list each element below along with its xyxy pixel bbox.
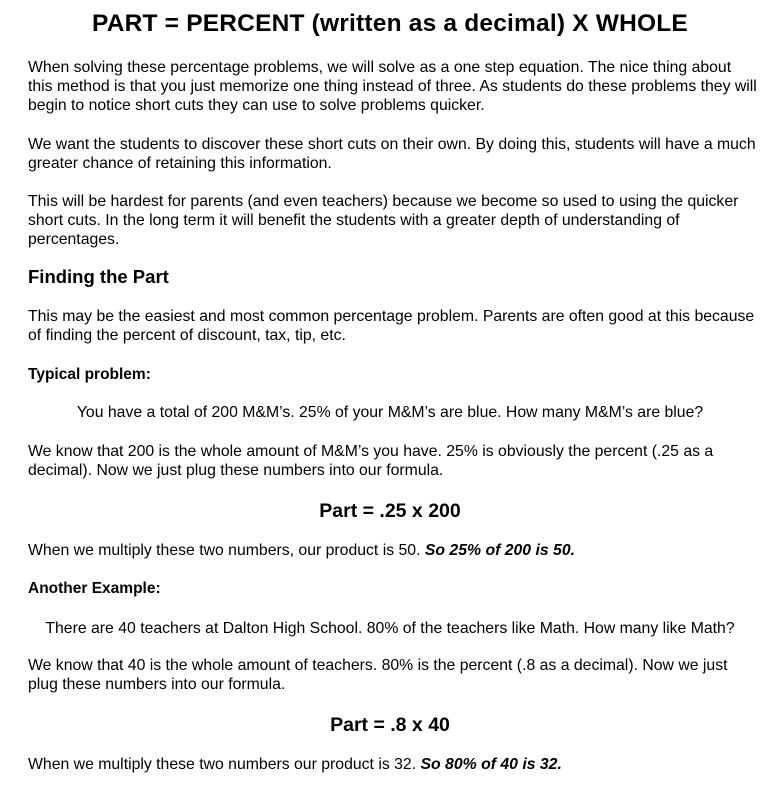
- intro-paragraph-3: This will be hardest for parents (and even teachers) because we become so used to using the quicker short cuts. In the long term it will benefit the students with a greater depth of understanding of percentages.: [28, 193, 739, 248]
- example2-explanation: We know that 40 is the whole amount of teachers. 80% is the percent (.8 as a decimal). Now we just plug these numbers into our formula.: [28, 657, 728, 693]
- example2-problem: There are 40 teachers at Dalton High School. 80% of the teachers like Math. How many like Math?: [45, 620, 735, 637]
- intro-paragraph-2: We want the students to discover these short cuts on their own. By doing this, students will have a much greater chance of retaining this information.: [28, 136, 756, 172]
- example1-result: [28, 541, 758, 560]
- example2-result-emphasis: So 80% of 40 is 32.: [420, 756, 562, 773]
- example2-result: [28, 755, 758, 774]
- example1-formula: Part = .25 x 200: [319, 500, 461, 522]
- another-example-label: Another Example:: [28, 580, 161, 597]
- example2-formula: Part = .8 x 40: [330, 714, 450, 736]
- example1-explanation: We know that 200 is the whole amount of M&M’s you have. 25% is obviously the percent (.25 as a decimal). Now we just plug these numbers into our formula.: [28, 443, 714, 479]
- intro-paragraph-1: When solving these percentage problems, we will solve as a one step equation. The nice thing about this method is that you just memorize one thing instead of three. As students do these problems they will begin to notice short cuts they can use to solve problems quicker.: [28, 59, 757, 114]
- section-intro-paragraph: This may be the easiest and most common percentage problem. Parents are often good at this because of finding the percent of discount, tax, tip, etc.: [28, 308, 755, 344]
- section-heading: Finding the Part: [28, 266, 169, 287]
- example2-result-text: When we multiply these two numbers our product is 32.: [28, 756, 421, 773]
- example1-problem: You have a total of 200 M&M’s. 25% of your M&M’s are blue. How many M&M’s are blue?: [76, 404, 704, 421]
- typical-problem-label: Typical problem:: [28, 366, 151, 383]
- example1-result-text: When we multiply these two numbers, our product is 50.: [28, 542, 425, 559]
- example1-result-emphasis: So 25% of 200 is 50.: [424, 542, 576, 559]
- page-title: PART = PERCENT (written as a decimal) X WHOLE: [92, 10, 688, 37]
